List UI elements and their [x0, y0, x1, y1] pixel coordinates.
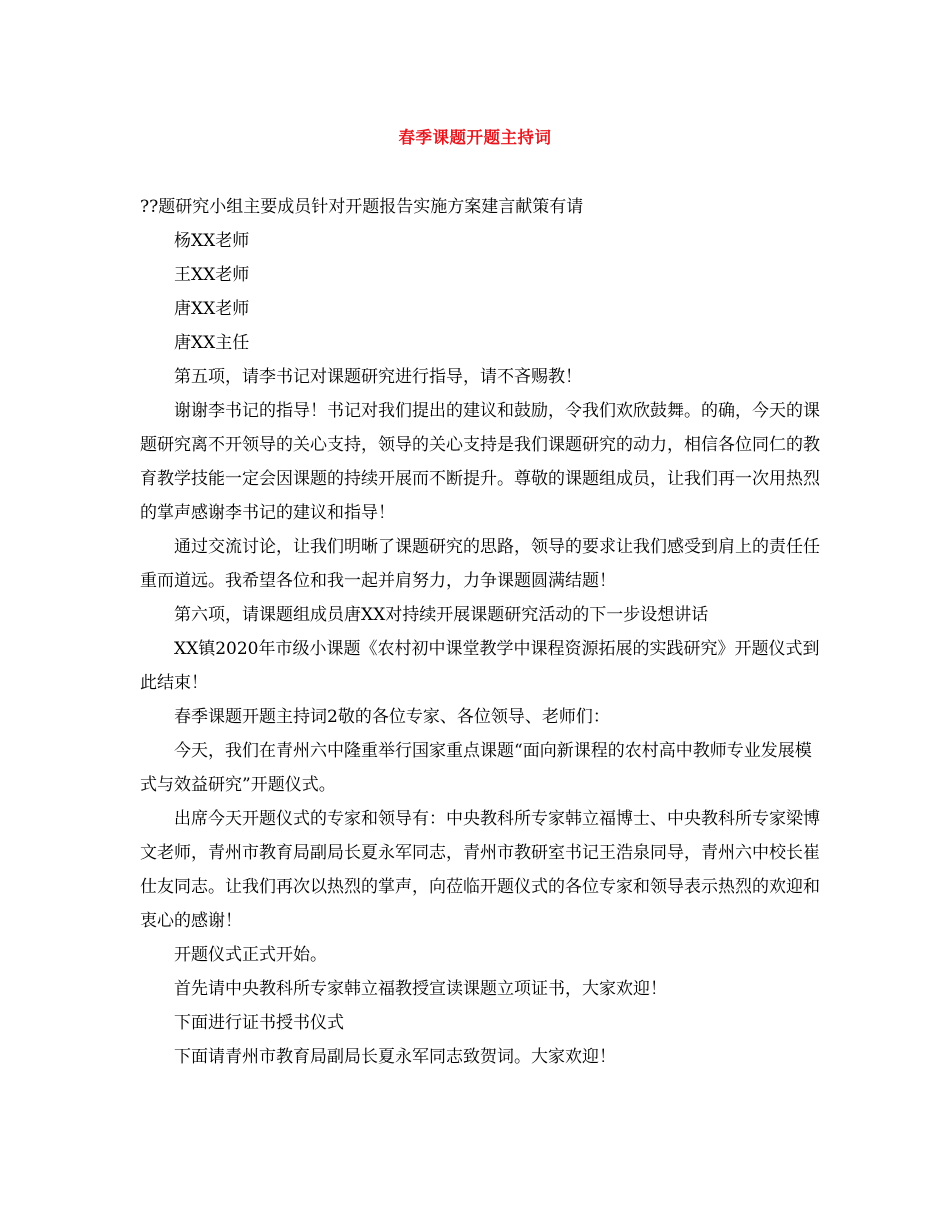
paragraph: 下面进行证书授书仪式: [174, 1013, 344, 1033]
paragraph: 今天，我们在青州六中隆重举行国家重点课题“面向新课程的农村高中教师专业发展模式与效益研究”开题仪式。: [140, 741, 812, 795]
paragraph: 谢谢李书记的指导！书记对我们提出的建议和鼓励，令我们欢欣鼓舞。的确，今天的课题研究离不开领导的关心支持，领导的关心支持是我们课题研究的动力，相信各位同仁的教育教学技能一定会因课题的持续开展而不断提升。尊敬的课题组成员，让我们再一次用热烈的掌声感谢李书记的建议和指导！: [140, 401, 820, 523]
document-title: 春季课题开题主持词: [398, 128, 552, 147]
paragraph: 春季课题开题主持词2敬的各位专家、各位领导、老师们：: [174, 707, 610, 727]
paragraph: ??题研究小组主要成员针对开题报告实施方案建言献策有请: [140, 197, 584, 217]
paragraph: 下面请青州市教育局副局长夏永军同志致贺词。大家欢迎！: [174, 1047, 616, 1067]
paragraph: 杨XX老师: [174, 231, 250, 251]
paragraph: XX镇2020年市级小课题《农村初中课堂教学中课程资源拓展的实践研究》开题仪式到此结束！: [140, 639, 820, 693]
document-body: [140, 190, 820, 1074]
paragraph: 唐XX主任: [174, 333, 250, 353]
paragraph: 唐XX老师: [174, 299, 250, 319]
paragraph: 开题仪式正式开始。: [174, 945, 327, 965]
paragraph: 通过交流讨论，让我们明晰了课题研究的思路，领导的要求让我们感受到肩上的责任任重而道远。我希望各位和我一起并肩努力，力争课题圆满结题！: [140, 537, 820, 591]
paragraph: 第六项，请课题组成员唐XX对持续开展课题研究活动的下一步设想讲话: [174, 605, 709, 625]
paragraph: 第五项，请李书记对课题研究进行指导，请不吝赐教！: [174, 367, 582, 387]
paragraph: 出席今天开题仪式的专家和领导有：中央教科所专家韩立福博士、中央教科所专家梁博文老师，青州市教育局副局长夏永军同志，青州市教研室书记王浩泉同导，青州六中校长崔仕友同志。让我们再次以热烈的掌声，向莅临开题仪式的各位专家和领导表示热烈的欢迎和衷心的感谢！: [140, 809, 820, 931]
paragraph: 首先请中央教科所专家韩立福教授宣读课题立项证书，大家欢迎！: [174, 979, 667, 999]
paragraph: 王XX老师: [174, 265, 250, 285]
